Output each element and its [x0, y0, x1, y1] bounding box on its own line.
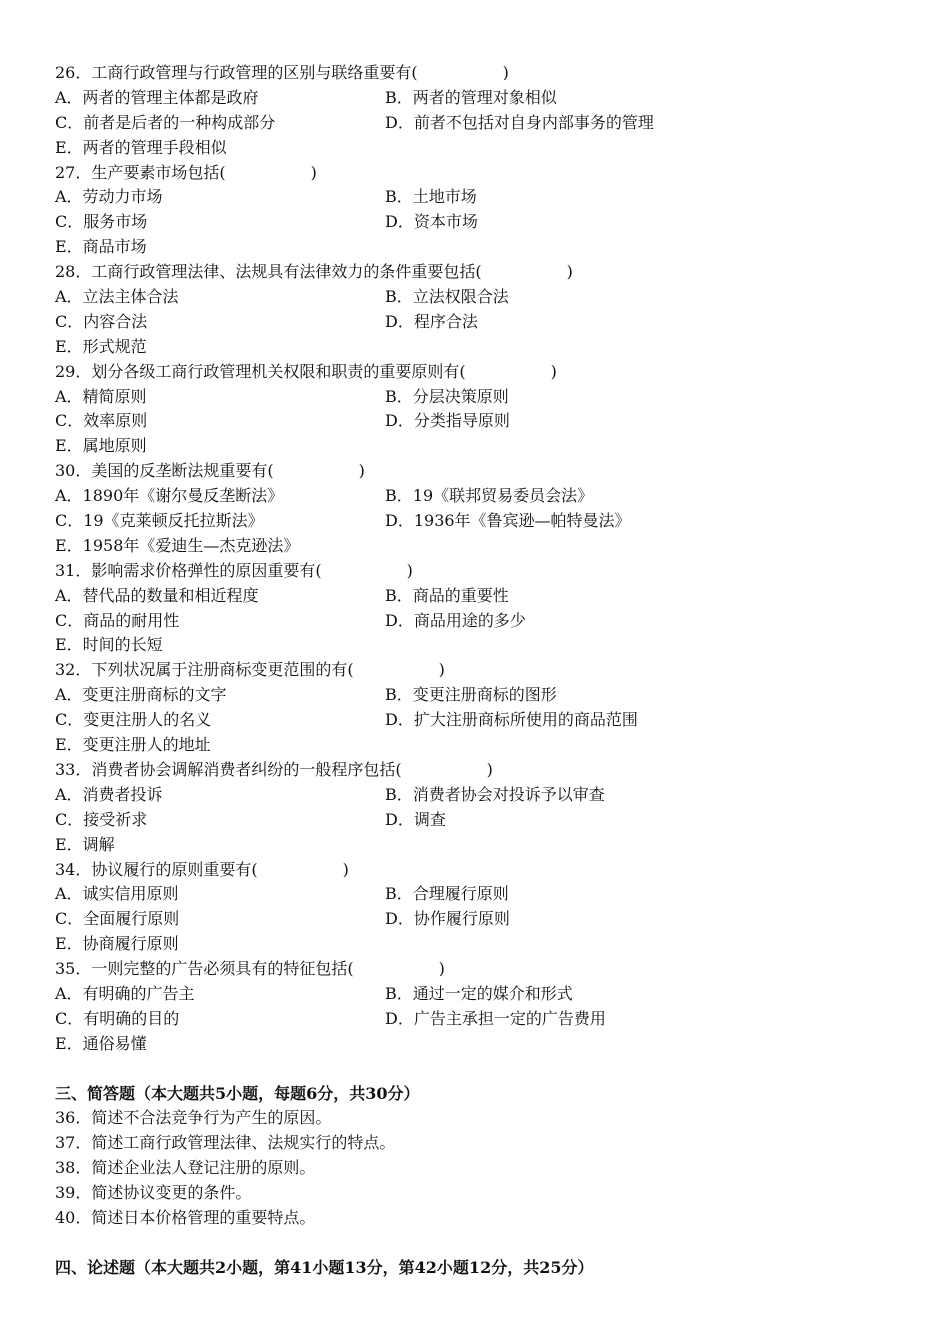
section-heading-short-answer: 三、简答题（本大题共5小题，每题6分，共30分） [55, 1083, 420, 1103]
question-29-stem [55, 360, 915, 385]
option-c: C．商品的耐用性 [55, 610, 180, 630]
question-number: 27． [55, 162, 92, 182]
option-c: C．前者是后者的一种构成部分 [55, 112, 276, 132]
option-b: B．19《联邦贸易委员会法》 [385, 486, 594, 506]
closing-paren: ) [406, 560, 413, 580]
question-text: 消费者协会调解消费者纠纷的一般程序包括( [91, 759, 402, 779]
closing-paren: ) [358, 461, 365, 481]
question-31-stem [55, 559, 915, 584]
option-d: D．协作履行原则 [385, 909, 510, 929]
option-a: A．1890年《谢尔曼反垄断法》 [55, 486, 284, 506]
question-36: 36．简述不合法竞争行为产生的原因。 [55, 1108, 332, 1128]
options-row-cd [55, 409, 915, 434]
option-e: E．时间的长短 [55, 635, 163, 655]
option-e: E．1958年《爱迪生—杰克逊法》 [55, 535, 300, 555]
option-a: A．劳动力市场 [55, 187, 163, 207]
closing-paren: ) [438, 959, 445, 979]
question-27-stem [55, 161, 915, 186]
question-number: 33． [55, 759, 92, 779]
option-e: E．调解 [55, 834, 115, 854]
options-row-cd [55, 907, 915, 932]
question-32-stem [55, 658, 915, 683]
option-e: E．变更注册人的地址 [55, 735, 211, 755]
option-a: A．有明确的广告主 [55, 983, 195, 1003]
option-c: C．接受祈求 [55, 809, 148, 829]
options-row-ab [55, 683, 915, 708]
question-number: 26． [55, 63, 92, 82]
question-number: 31． [55, 560, 92, 580]
question-number: 29． [55, 361, 92, 381]
options-row-ab [55, 982, 915, 1007]
option-b: B．变更注册商标的图形 [385, 685, 557, 705]
option-c: C．效率原则 [55, 411, 148, 431]
option-d: D．商品用途的多少 [385, 610, 526, 630]
options-row-cd [55, 210, 915, 235]
essay-section [55, 1256, 915, 1281]
question-text: 工商行政管理与行政管理的区别与联络重要有( [91, 63, 418, 82]
exam-page [55, 61, 915, 1281]
option-b: B．分层决策原则 [385, 386, 509, 406]
question-text: 工商行政管理法律、法规具有法律效力的条件重要包括( [91, 262, 482, 282]
option-c: C．内容合法 [55, 311, 148, 331]
option-e: E．属地原则 [55, 436, 147, 456]
options-row-ab [55, 385, 915, 410]
options-row-ab [55, 584, 915, 609]
question-text: 影响需求价格弹性的原因重要有( [91, 560, 322, 580]
question-39: 39．简述协议变更的条件。 [55, 1183, 252, 1203]
question-text: 生产要素市场包括( [91, 162, 226, 182]
option-b: B．土地市场 [385, 187, 477, 207]
option-b: B．立法权限合法 [385, 287, 509, 307]
options-row-cd [55, 1007, 915, 1032]
options-row-cd [55, 111, 915, 136]
option-d: D．分类指导原则 [385, 411, 510, 431]
option-a: A．消费者投诉 [55, 784, 163, 804]
question-33-stem [55, 758, 915, 783]
question-37: 37．简述工商行政管理法律、法规实行的特点。 [55, 1133, 396, 1153]
section-spacer [55, 1231, 915, 1256]
question-number: 32． [55, 660, 92, 680]
option-d: D．扩大注册商标所使用的商品范围 [385, 710, 638, 730]
option-b: B．通过一定的媒介和形式 [385, 983, 573, 1003]
question-26-stem [55, 61, 915, 86]
question-number: 30． [55, 461, 92, 481]
multiple-choice-section [55, 61, 915, 1057]
closing-paren: ) [566, 262, 573, 282]
option-a: A．诚实信用原则 [55, 884, 179, 904]
question-number: 34． [55, 859, 92, 879]
options-row-ab [55, 86, 915, 111]
question-number: 35． [55, 959, 92, 979]
closing-paren: ) [438, 660, 445, 680]
option-d: D．调查 [385, 809, 446, 829]
question-text: 一则完整的广告必须具有的特征包括( [91, 959, 354, 979]
option-b: B．消费者协会对投诉予以审查 [385, 784, 605, 804]
options-row-cd [55, 708, 915, 733]
option-e: E．协商履行原则 [55, 934, 179, 954]
option-a: A．精简原则 [55, 386, 147, 406]
option-e: E．通俗易懂 [55, 1033, 147, 1053]
option-e: E．两者的管理手段相似 [55, 137, 227, 157]
options-row-cd [55, 609, 915, 634]
options-row-ab [55, 882, 915, 907]
section-heading-essay: 四、论述题（本大题共2小题，第41小题13分，第42小题12分，共25分） [55, 1257, 594, 1277]
question-text: 划分各级工商行政管理机关权限和职责的重要原则有( [91, 361, 466, 381]
option-c: C．变更注册人的名义 [55, 710, 212, 730]
closing-paren: ) [550, 361, 557, 381]
option-c: C．服务市场 [55, 212, 148, 232]
option-c: C．有明确的目的 [55, 1008, 180, 1028]
question-text: 下列状况属于注册商标变更范围的有( [91, 660, 354, 680]
short-answer-section [55, 1082, 915, 1231]
options-row-ab [55, 484, 915, 509]
question-34-stem [55, 858, 915, 883]
closing-paren: ) [502, 63, 509, 82]
option-b: B．两者的管理对象相似 [385, 87, 557, 107]
option-d: D．程序合法 [385, 311, 478, 331]
question-40: 40．简述日本价格管理的重要特点。 [55, 1207, 316, 1227]
options-row-cd [55, 310, 915, 335]
option-c: C．全面履行原则 [55, 909, 180, 929]
options-row-cd [55, 509, 915, 534]
option-e: E．形式规范 [55, 336, 147, 356]
options-row-ab [55, 783, 915, 808]
options-row-ab [55, 185, 915, 210]
question-number: 28． [55, 262, 92, 282]
option-d: D．1936年《鲁宾逊—帕特曼法》 [385, 511, 631, 531]
question-38: 38．简述企业法人登记注册的原则。 [55, 1158, 316, 1178]
question-30-stem [55, 459, 915, 484]
question-35-stem [55, 957, 915, 982]
option-d: D．前者不包括对自身内部事务的管理 [385, 112, 654, 132]
option-d: D．广告主承担一定的广告费用 [385, 1008, 606, 1028]
question-text: 协议履行的原则重要有( [91, 859, 258, 879]
option-c: C．19《克莱顿反托拉斯法》 [55, 511, 264, 531]
question-text: 美国的反垄断法规重要有( [91, 461, 274, 481]
option-a: A．替代品的数量和相近程度 [55, 585, 259, 605]
options-row-cd [55, 808, 915, 833]
closing-paren: ) [342, 859, 349, 879]
option-d: D．资本市场 [385, 212, 478, 232]
option-b: B．商品的重要性 [385, 585, 509, 605]
option-a: A．两者的管理主体都是政府 [55, 87, 259, 107]
question-28-stem [55, 260, 915, 285]
option-a: A．立法主体合法 [55, 287, 179, 307]
section-spacer [55, 1057, 915, 1082]
closing-paren: ) [310, 162, 317, 182]
closing-paren: ) [486, 759, 493, 779]
option-b: B．合理履行原则 [385, 884, 509, 904]
option-e: E．商品市场 [55, 237, 147, 257]
options-row-ab [55, 285, 915, 310]
option-a: A．变更注册商标的文字 [55, 685, 227, 705]
